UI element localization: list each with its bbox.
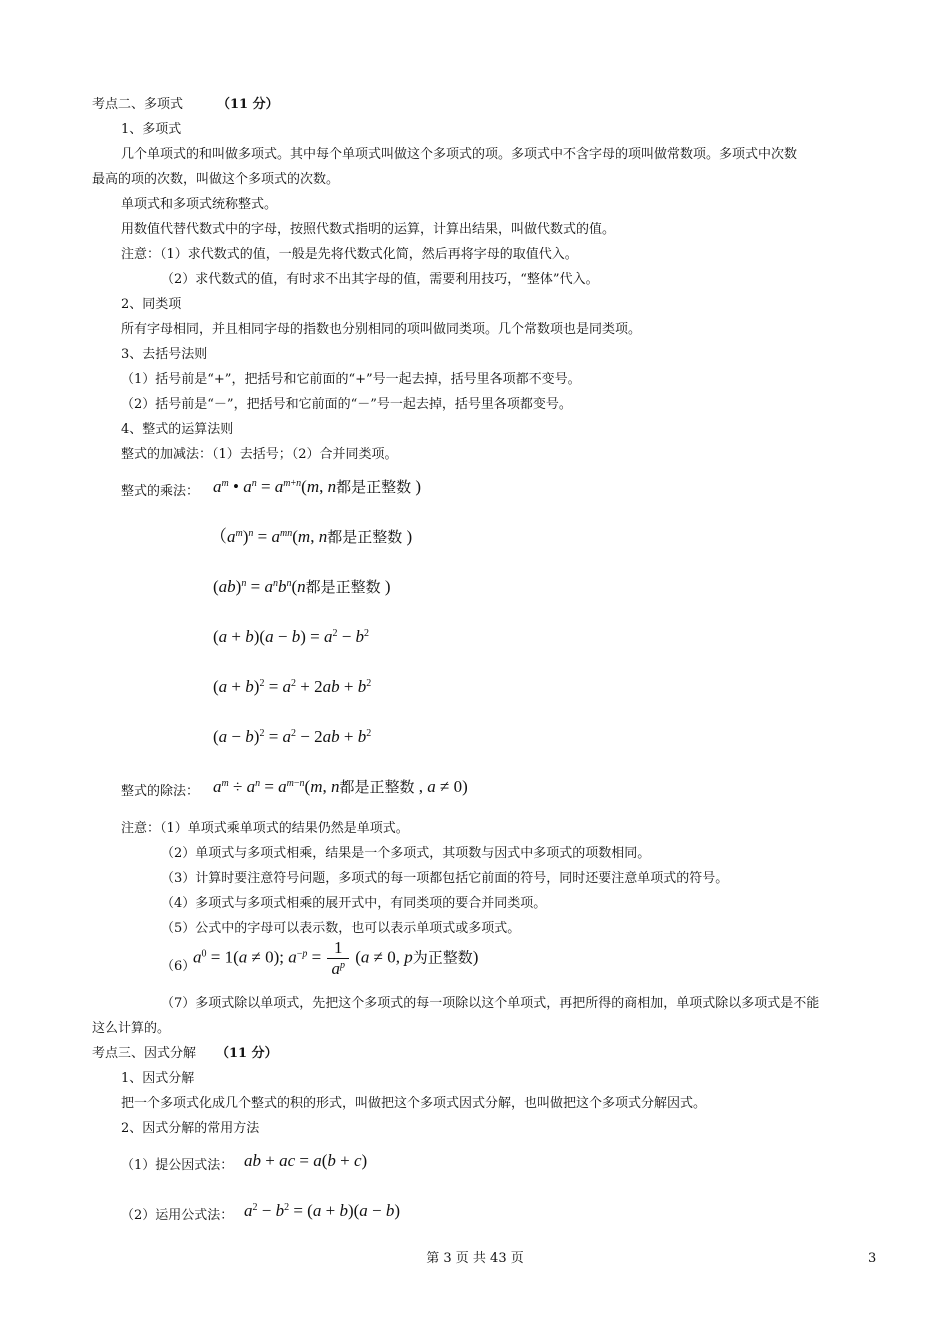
formula-power-quotient: $a^m \div a^n = a^{m-n}(m$, n都是正整数 , a ≠ 0) — [213, 777, 468, 796]
formula-common-factor: ab + ac = a(b + c) — [244, 1151, 368, 1170]
subheading-factorization-methods: 2、因式分解的常用方法 — [121, 1121, 260, 1136]
formula-factor-difference-of-squares: $a^2 - b^2 = (a + b)(a - b)$ — [244, 1201, 401, 1220]
section-score: （11 分） — [217, 97, 279, 112]
division-label: 整式的除法： — [121, 784, 200, 799]
paragraph-polynomial-def-2: 最高的项的次数，叫做这个多项式的次数。 — [92, 172, 340, 187]
bracket-rule-1: （1）括号前是“+”，把括号和它前面的“+”号一起去掉，括号里各项都不变号。 — [121, 372, 581, 387]
subheading-like-terms: 2、同类项 — [121, 297, 182, 312]
multiplication-label: 整式的乘法： — [121, 484, 200, 499]
note-item-6-label: （6） — [161, 959, 196, 974]
subheading-factorization: 1、因式分解 — [121, 1071, 195, 1086]
footer-page-number: 3 — [868, 1251, 877, 1266]
paragraph-factorization-def: 把一个多项式化成几个整式的积的形式，叫做把这个多项式因式分解，也叫做把这个多项式分解因式。 — [121, 1096, 707, 1111]
formula-power-of-power: $(a^m)^n = a^{mn}(m$, n都是正整数 ) — [210, 527, 413, 546]
formula-power-product: $a^m$ • $a^n = a^{m+n}(m$, n都是正整数 ) — [213, 477, 422, 496]
note-item-4: （4）多项式与多项式相乘的展开式中，有同类项的要合并同类项。 — [161, 896, 547, 911]
formula-square-of-difference: $(a - b)^2 = a^2 - 2ab + b^2$ — [213, 727, 372, 746]
formula-difference-of-squares: $(a + b)(a - b) = a^2 - b^2$ — [213, 627, 370, 646]
bracket-rule-2: （2）括号前是“－”，把括号和它前面的“－”号一起去掉，括号里各项都变号。 — [121, 397, 572, 412]
section-heading-polynomial: 考点二、多项式 （11 分） — [92, 97, 279, 112]
note-line-1: 注意：（1）求代数式的值，一般是先将代数式化简，然后再将字母的取值代入。 — [121, 247, 578, 262]
note-item-3: （3）计算时要注意符号问题，多项式的每一项都包括它前面的符号，同时还要注意单项式的符号。 — [161, 871, 729, 886]
note-item-7b: 这么计算的。 — [92, 1021, 171, 1036]
formula-zero-negative-exponent: $a^0 = 1(a \ne 0)$; $a^{-p}$ = $\frac{1}{a^p}$ (a ≠ 0, p为正整数) — [193, 938, 479, 978]
paragraph-add-subtract: 整式的加减法：（1）去括号；（2）合并同类项。 — [121, 447, 398, 462]
footer-page-info: 第 3 页 共 43 页 — [426, 1251, 524, 1266]
paragraph-polynomial-def-1: 几个单项式的和叫做多项式。其中每个单项式叫做这个多项式的项。多项式中不含字母的项叫做常数项。多项式中次数 — [121, 147, 798, 162]
formula-power-of-product: $(ab)^n = a^nb^n(n$都是正整数 ) — [213, 577, 391, 596]
section-score: （11 分） — [216, 1046, 278, 1061]
paragraph-integral-expression: 单项式和多项式统称整式。 — [121, 197, 278, 212]
method-formula-label: （2）运用公式法： — [121, 1208, 234, 1223]
section-heading-factorization: 考点三、因式分解 （11 分） — [92, 1046, 278, 1061]
paragraph-expression-value: 用数值代替代数式中的字母，按照代数式指明的运算，计算出结果，叫做代数式的值。 — [121, 222, 616, 237]
method-common-factor-label: （1）提公因式法： — [121, 1158, 234, 1173]
note-item-5: （5）公式中的字母可以表示数，也可以表示单项式或多项式。 — [161, 921, 521, 936]
subheading-bracket-rules: 3、去括号法则 — [121, 347, 208, 362]
note-item-2: （2）单项式与多项式相乘，结果是一个多项式，其项数与因式中多项式的项数相同。 — [161, 846, 651, 861]
subheading-operation-rules: 4、整式的运算法则 — [121, 422, 234, 437]
note-item-1: 注意：（1）单项式乘单项式的结果仍然是单项式。 — [121, 821, 409, 836]
note-line-2: （2）求代数式的值，有时求不出其字母的值，需要利用技巧，“整体”代入。 — [161, 272, 599, 287]
note-item-7a: （7）多项式除以单项式，先把这个多项式的每一项除以这个单项式，再把所得的商相加，单项式除以多项式是不能 — [161, 996, 820, 1011]
paragraph-like-terms: 所有字母相同，并且相同字母的指数也分别相同的项叫做同类项。几个常数项也是同类项。 — [121, 322, 642, 337]
subheading-polynomial: 1、多项式 — [121, 122, 182, 137]
formula-square-of-sum: $(a + b)^2 = a^2 + 2ab + b^2$ — [213, 677, 372, 696]
